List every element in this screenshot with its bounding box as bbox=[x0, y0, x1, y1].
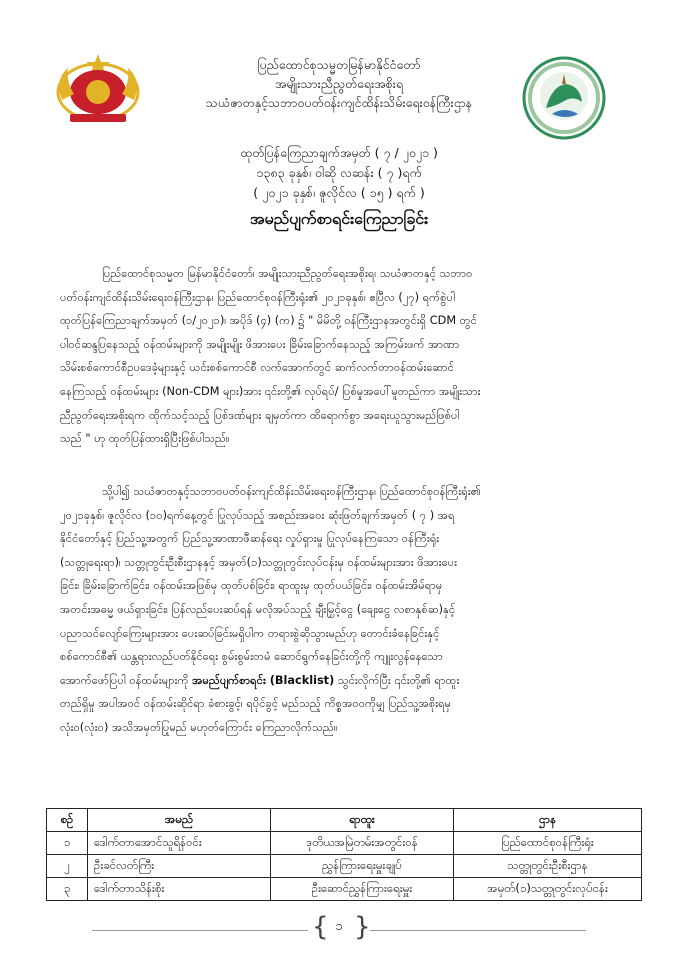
announcement-date-lunar: ၁၃၈၃ ခုနှစ်၊ ဝါဆို လဆန်း ( ၇ )ရက် bbox=[256, 165, 422, 180]
paragraph-2 bbox=[60, 480, 640, 740]
paragraph-text: အောက်ဖော်ပြပါ ဝန်ထမ်းများကို bbox=[60, 673, 193, 687]
paragraph-text: သွင်းလိုက်ပြီး ၎င်းတို့၏ ရာထူး bbox=[334, 673, 460, 687]
header-country: ပြည်ထောင်စုသမ္မတမြန်မာနိုင်ငံတော် bbox=[257, 57, 421, 72]
state-emblem-icon bbox=[52, 50, 144, 126]
column-header-department: ဌာန bbox=[454, 809, 642, 832]
footer-rule-left bbox=[92, 930, 308, 931]
table-header-row bbox=[47, 809, 642, 832]
cell-position: ဦးဆောင်ညွှန်ကြားရေးမှူး bbox=[271, 878, 454, 901]
paragraph-line: ၂၀၂၁ခုနှစ်၊ ဇူလိုင်လ (၁၀)ရက်နေ့တွင် ပြုလုပ်သည့် အစည်းအဝေး ဆုံးဖြတ်ချက်အမှတ် ( ၇ ) အရ bbox=[60, 508, 455, 522]
cell-no: ၃ bbox=[47, 878, 88, 901]
paragraph-line: (သတ္တုရေးရာ)၊ သတ္တုတွင်းဦးစီးဌာနနှင့် အမှတ်(၁)သတ္တုတွင်းလုပ်ငန်းမှ ဝန်ထမ်းများအား ဖိအားပေး bbox=[60, 555, 458, 569]
announcement-date-solar: ( ၂၀၂၁ ခုနှစ်၊ ဇူလိုင်လ ( ၁၅ ) ရက် ) bbox=[253, 185, 425, 200]
paragraph-line: သို့ပါ၍ သယံဇာတနှင့်သဘာဝပတ်ဝန်းကျင်ထိန်းသိမ်းရေးဝန်ကြီးဌာန၊ ပြည်ထောင်စုဝန်ကြီးရုံး၏ bbox=[102, 485, 481, 498]
column-header-position: ရာထူး bbox=[271, 809, 454, 832]
paragraph-1 bbox=[60, 262, 640, 451]
left-brace-icon: { bbox=[312, 912, 329, 942]
paragraph-line: ညီညွတ်ရေးအစိုးရက ထိုက်သင့်သည့် ပြစ်ဒဏ်များ ချမှတ်ကာ ထိရောက်စွာ အရေးယူသွားမည်ဖြစ်ပါ bbox=[60, 408, 460, 422]
cell-name: ဒေါက်တာသိန်းစိုး bbox=[88, 878, 271, 901]
table-row bbox=[47, 855, 642, 878]
footer-rule-right bbox=[370, 930, 586, 931]
cell-department: ပြည်ထောင်စုဝန်ကြီးရုံး bbox=[454, 832, 642, 855]
paragraph-line: ပါဝင်ဆန္ဒပြနေသည့် ဝန်ထမ်းများကို အမျိုးမျိုး ဖိအားပေး ခြိမ်းခြောက်နေသည့် အကြမ်းဖက် အာဏာ bbox=[60, 337, 460, 351]
paragraph-line: ပြည်ထောင်စုသမ္မတ မြန်မာနိုင်ငံတော်၊ အမျိုးသားညီညွတ်ရေးအစိုးရ၊ သယံဇာတနှင့် သဘာဝ bbox=[102, 267, 473, 280]
cell-position: ညွှန်ကြားရေးမှူးချုပ် bbox=[271, 855, 454, 878]
column-header-no: စဉ် bbox=[47, 809, 88, 832]
paragraph-line: သည် " ဟု ထုတ်ပြန်ထားရှိပြီးဖြစ်ပါသည်။ bbox=[60, 432, 230, 446]
cell-position: ဒုတိယအမြဲတမ်းအတွင်းဝန် bbox=[271, 832, 454, 855]
table-row bbox=[47, 832, 642, 855]
paragraph-line: စစ်ကောင်စီ၏ ယန္တရားလည်ပတ်နိုင်ရေး စွမ်းစွမ်းတမံ ဆောင်ရွက်နေခြင်းတို့ကို ကျူးလွန်နေသော bbox=[60, 650, 443, 664]
paragraph-line: အတင်းအဓမ္မ ဖယ်ရှားခြင်း၊ ပြန်လည်ပေးဆပ်ရန် မလိုအပ်သည့် ချီးမြှင့်ငွေ (ချေးငွေ လစာနှစ်ဆ)နှင့် bbox=[60, 602, 456, 616]
paragraph-line: ပညာသင်လျော်ကြေးများအား ပေးဆပ်ခြင်းမရှိပါက တရားစွဲဆိုသွားမည်ဟု တောင်းခံနေခြင်းနှင့် bbox=[60, 626, 440, 640]
paragraph-line: နိုင်ငံတော်နှင့် ပြည်သူ့အတွက် ပြည်သူ့အာဏာဖီဆန်ရေး လှုပ်ရှားမှု ပြုလုပ်နေကြသော ဝန်ကြီးရုံး bbox=[60, 532, 440, 546]
header-ministry: သယံဇာတနှင့်သဘာဝပတ်ဝန်းကျင်ထိန်းသိမ်းရေးဝန်ကြီးဌာန bbox=[205, 95, 473, 110]
cell-name: ဒေါက်တာအောင်သူရိန်ဝင်း bbox=[88, 832, 271, 855]
paragraph-line: သိမ်းစစ်ကောင်စီဥပဒေခံ့များနှင့် ယင်းစစ်ကောင်စီ လက်အောက်တွင် ဆက်လက်တာဝန်ထမ်းဆောင် bbox=[60, 361, 454, 375]
paragraph-line: ပတ်ဝန်းကျင်ထိန်းသိမ်းရေးဝန်ကြီးဌာန၊ ပြည်ထောင်စုဝန်ကြီးရုံး၏ ၂၀၂၁ခုနှစ်၊ ဧပြီလ (၂၇) ရက်စွဲပါ bbox=[60, 290, 455, 304]
blacklist-table bbox=[46, 808, 642, 901]
cell-no: ၂ bbox=[47, 855, 88, 878]
paragraph-line: လုံးဝ(လုံးဝ) အသိအမှတ်ပြုမည် မဟုတ်ကြောင်း ကြေညာလိုက်သည်။ bbox=[60, 720, 338, 734]
announcement-number: ထုတ်ပြန်ကြေညာချက်အမှတ် ( ၇ / ၂၀၂၁ ) bbox=[240, 145, 438, 160]
ministry-logo-icon bbox=[522, 56, 606, 140]
paragraph-line: နေကြသည့် ဝန်ထမ်းများ (Non-CDM များ)အား ၎င်းတို့၏ လုပ်ရပ်/ ပြစ်မှုအပေါ်မူတည်ကာ အမျိုးသား bbox=[60, 384, 481, 398]
right-brace-icon: } bbox=[354, 912, 371, 942]
column-header-name: အမည် bbox=[88, 809, 271, 832]
cell-department: သတ္တုတွင်းဦးစီးဌာန bbox=[454, 855, 642, 878]
cell-department: အမှတ်(၁)သတ္တုတွင်းလုပ်ငန်း bbox=[454, 878, 642, 901]
paragraph-line: ခြင်း၊ ခြိမ်းခြောက်ခြင်း၊ ဝန်ထမ်းအဖြစ်မှ ထုတ်ပစ်ခြင်း၊ ရာထူးမှ ထုတ်ပယ်ခြင်း၊ ဝန်ထမ်းအိမ်ရာမှ bbox=[60, 579, 443, 593]
table-row bbox=[47, 878, 642, 901]
document-title: အမည်ပျက်စာရင်းကြေညာခြင်း bbox=[249, 209, 429, 228]
cell-name: ဦးခင်လတ်ကြီး bbox=[88, 855, 271, 878]
paragraph-line bbox=[60, 669, 640, 693]
blacklist-highlight: အမည်ပျက်စာရင်း (Blacklist) bbox=[192, 673, 335, 687]
cell-no: ၁ bbox=[47, 832, 88, 855]
header-government: အမျိုးသားညီညွတ်ရေးအစိုးရ bbox=[274, 76, 404, 91]
page-number: ၁ bbox=[335, 919, 343, 934]
paragraph-line: ထုတ်ပြန်ကြေညာချက်အမှတ် (၁/၂၀၂၁)၊ အပိုဒ် (၄) (က) ၌ " မိမိတို့ ဝန်ကြီးဌာနအတွင်းရှိ CDM တွင် bbox=[60, 314, 477, 328]
paragraph-line: တည်ရှိမှု အပါအဝင် ဝန်ထမ်းဆိုင်ရာ ခံစားခွင့်၊ ရပိုင်ခွင့် မည်သည့် ကိစ္စအဝဝကိုမျှ ပြည်သူ့အစိုးရမှ bbox=[60, 697, 452, 711]
